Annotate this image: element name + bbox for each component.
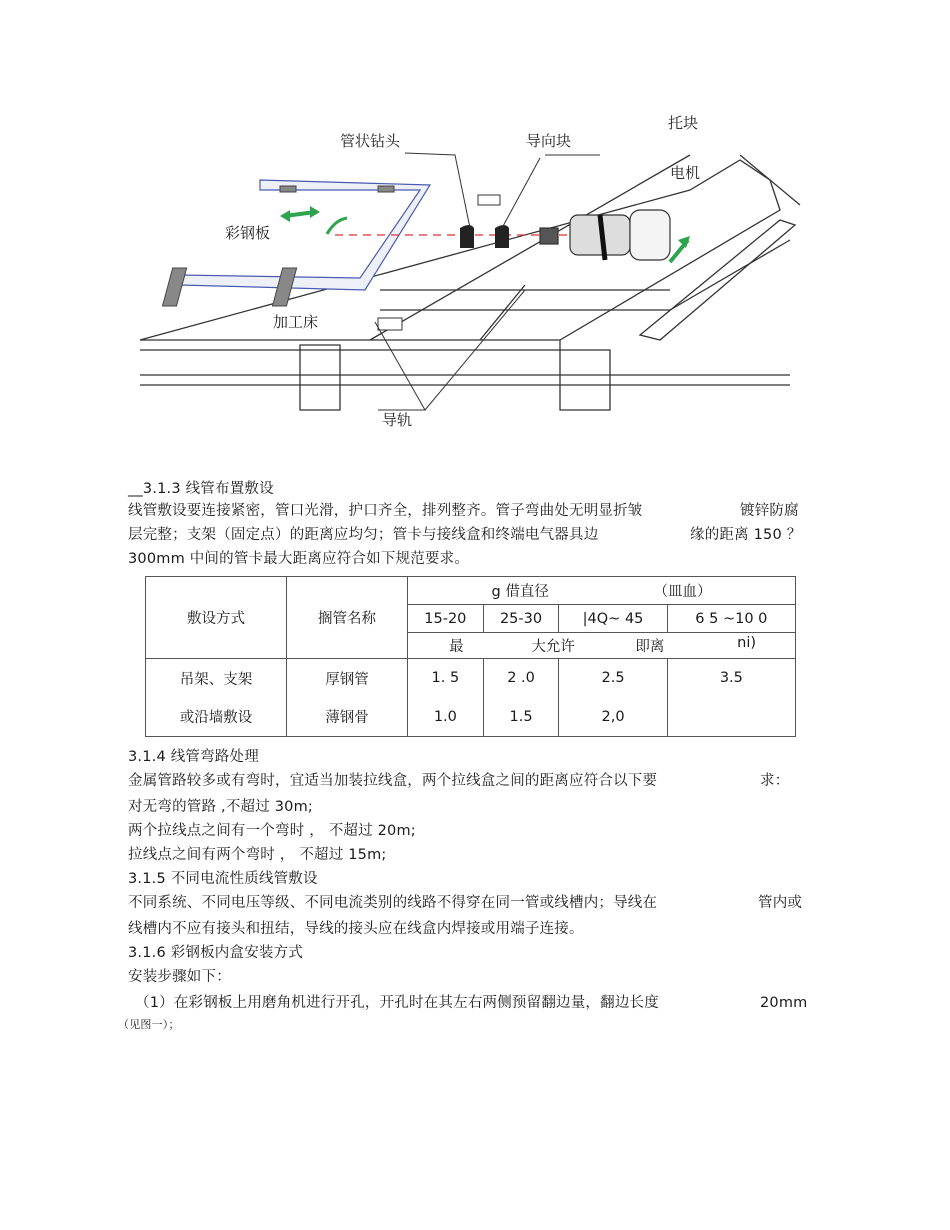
diameter-unit: （皿血） xyxy=(653,584,712,600)
section-316-line1: 安装步骤如下： xyxy=(128,969,231,985)
section-315-line1a: 不同系统、不同电压等级、不同电流类别的线路不得穿在同一管或线槽内；导线在 xyxy=(128,895,658,911)
section-314-heading: 3.1.4 线管弯路处理 xyxy=(128,749,259,765)
section-313-heading: __3.1.3 线管布置敷设 xyxy=(128,481,274,497)
size-col-3: |4Q~ 45 xyxy=(559,605,667,633)
label-guide-block: 导向块 xyxy=(526,132,572,150)
method-cell-2: 或沿墙敷设 xyxy=(146,698,287,737)
section-315-heading: 3.1.5 不同电流性质线管敷设 xyxy=(128,871,318,887)
section-314-line1b: 求： xyxy=(760,773,790,789)
section-313-line2a: 层完整；支架（固定点）的距离应均匀；管卡与接线盒和终端电气器具边 xyxy=(128,527,599,543)
label-steel-plate: 彩钢板 xyxy=(225,224,271,242)
section-313-line1a: 线管敷设要连接紧密，管口光滑，护口齐全，排列整齐。管子弯曲处无明显折皱 xyxy=(128,503,643,519)
sub-label-4: ni) xyxy=(737,635,757,651)
section-314-line1a: 金属管路较多或有弯时，宜适当加装拉线盒，两个拉线盒之间的距离应符合以下要 xyxy=(128,773,658,789)
value-thin-2: 1.5 xyxy=(483,698,559,737)
machine-illustration xyxy=(130,110,830,440)
sub-label-2: 大允许 xyxy=(531,639,575,655)
value-thick-3: 2.5 xyxy=(559,659,667,698)
diameter-title: g 借直径 xyxy=(491,584,549,600)
value-thick-2: 2 .0 xyxy=(483,659,559,698)
section-315-line2: 线槽内不应有接头和扭结，导线的接头应在线盒内焊接或用端子连接。 xyxy=(128,921,584,937)
section-314-line3: 两个拉线点之间有一个弯时 ， 不超过 20m; xyxy=(128,823,416,839)
section-314-line2: 对无弯的管路 ,不超过 30m; xyxy=(128,799,313,815)
label-motor: 电机 xyxy=(670,164,701,182)
col-method-header: 敷设方式 xyxy=(146,577,287,659)
drilling-machine-diagram xyxy=(130,110,830,440)
pipe-thin: 薄钢骨 xyxy=(287,698,408,737)
diameter-header xyxy=(408,577,796,605)
size-col-4: 6 5 ~10 0 xyxy=(667,605,795,633)
section-316-heading: 3.1.6 彩钢板内盒安装方式 xyxy=(128,945,304,961)
value-thin-1: 1.0 xyxy=(408,698,484,737)
section-313-line3: 300mm 中间的管卡最大距离应符合如下规范要求。 xyxy=(128,551,470,567)
sub-label-row xyxy=(408,633,796,659)
section-313-line2b: 缘的距离 150 ？ xyxy=(690,527,802,543)
size-col-2: 25-30 xyxy=(483,605,559,633)
size-col-1: 15-20 xyxy=(408,605,484,633)
value-thin-4 xyxy=(667,698,795,737)
label-support: 托块 xyxy=(668,114,699,132)
value-thick-1: 1. 5 xyxy=(408,659,484,698)
method-cell-1: 吊架、支架 xyxy=(146,659,287,698)
section-316-line2a: （1）在彩钢板上用磨角机进行开孔，开孔时在其左右两侧预留翻边量，翻边长度 xyxy=(135,995,659,1011)
pipe-spacing-table xyxy=(145,576,796,737)
value-thick-4: 3.5 xyxy=(667,659,795,698)
label-drill: 管状钻头 xyxy=(340,132,401,150)
section-314-line4: 拉线点之间有两个弯时 ， 不超过 15m; xyxy=(128,847,387,863)
label-rail: 导轨 xyxy=(382,411,413,429)
section-315-line1b: 管内或 xyxy=(758,895,803,911)
section-316-line3: （见图一）； xyxy=(118,1018,180,1031)
sub-label-3: 即离 xyxy=(635,639,665,655)
pipe-thick: 厚钢管 xyxy=(287,659,408,698)
label-machine-bed: 加工床 xyxy=(273,313,319,331)
value-thin-3: 2,0 xyxy=(559,698,667,737)
sub-label-1: 最 xyxy=(449,639,464,655)
section-316-line2b: 20mm xyxy=(760,995,808,1011)
col-pipe-header: 搁管名称 xyxy=(287,577,408,659)
section-313-line1b: 镀锌防腐 xyxy=(740,503,799,519)
